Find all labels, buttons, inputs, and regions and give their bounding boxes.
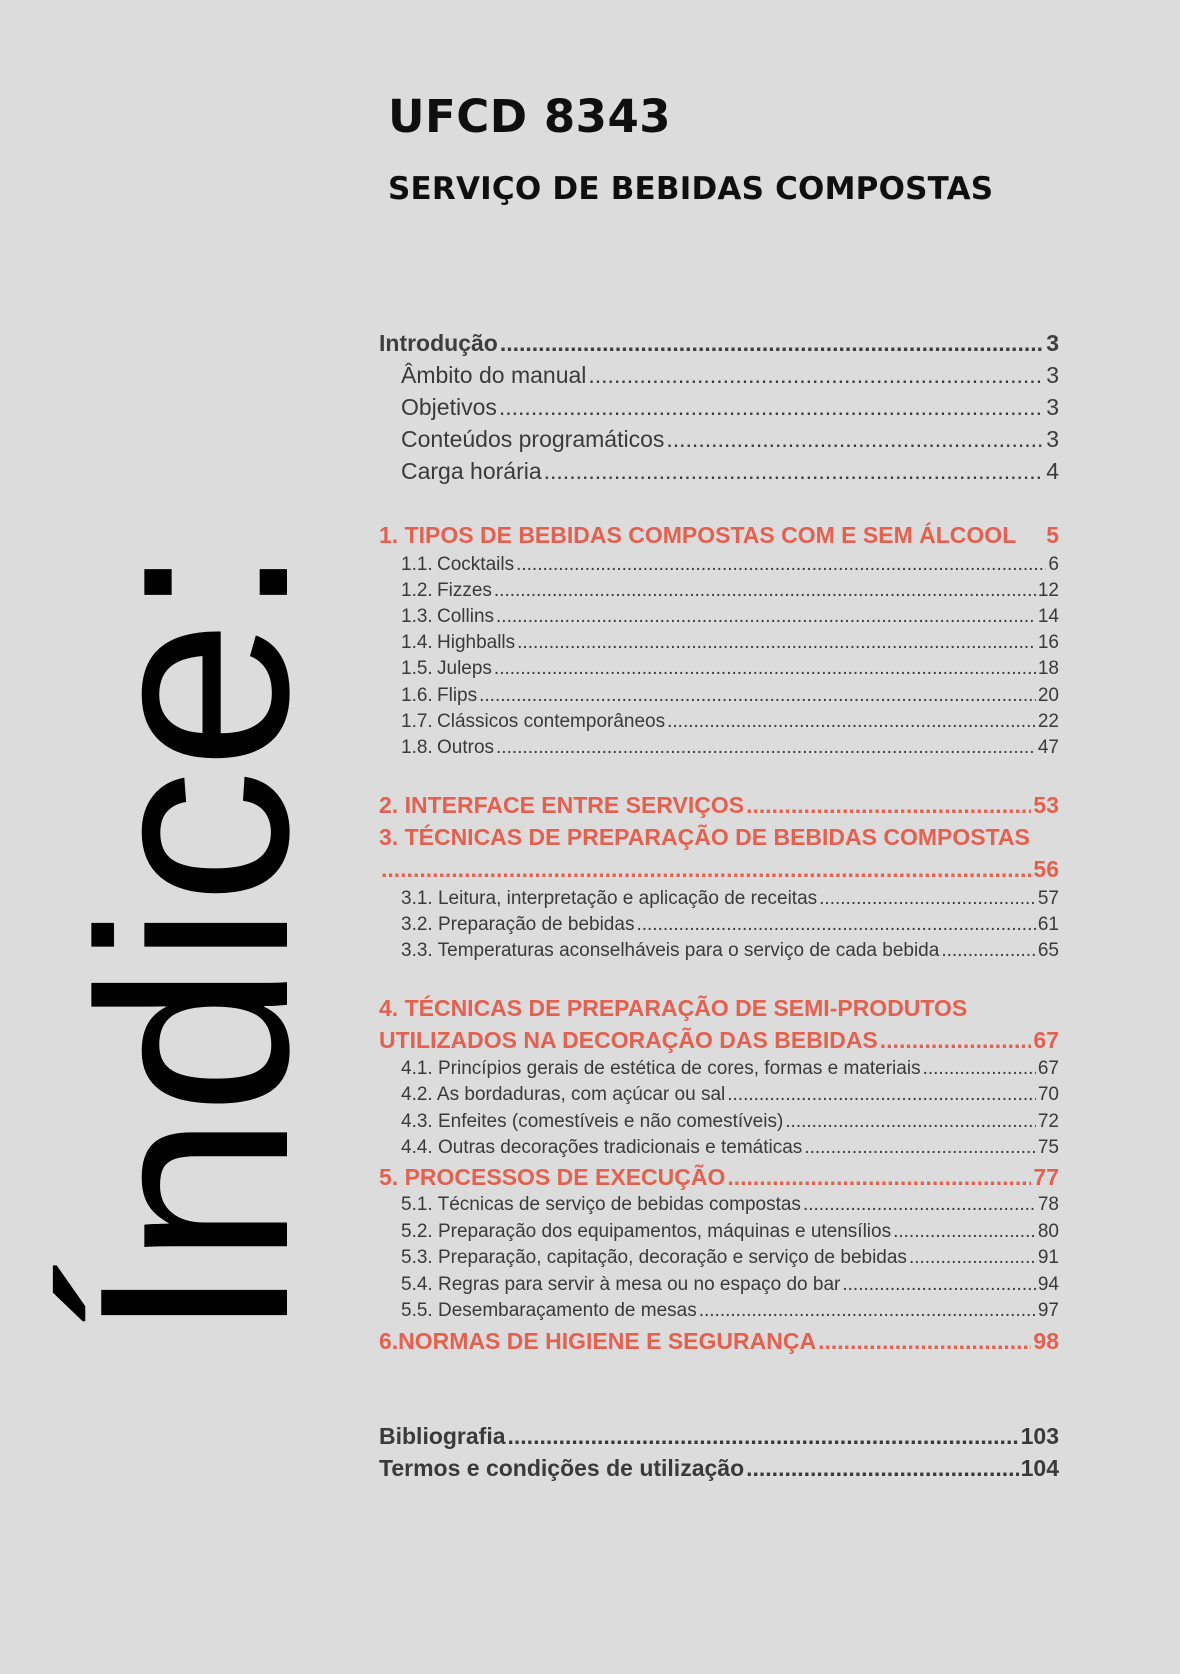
leader-dots [636,914,1035,936]
leader-dots [499,394,1044,421]
toc-label: 2. INTERFACE ENTRE SERVIÇOS [379,792,745,818]
toc-page: 22 [1037,711,1059,732]
toc-number: 1.1. [401,554,433,575]
toc-number: 1.7. [401,711,433,732]
toc-page: 65 [1037,940,1059,961]
leader-dots [818,1328,1031,1355]
toc-chapter-1[interactable] [379,522,1059,549]
toc-label: 4.2. As bordaduras, com açúcar ou sal [401,1084,726,1105]
toc-page: 75 [1037,1137,1059,1158]
leader-dots [588,362,1044,389]
toc-title: Juleps [437,658,492,679]
toc-entry[interactable] [401,1137,1059,1159]
toc-label: 4.4. Outras decorações tradicionais e temáticas [401,1137,803,1158]
toc-label: 5. PROCESSOS DE EXECUÇÃO [379,1164,726,1190]
toc-page: 20 [1037,685,1059,706]
leader-dots [804,1137,1036,1159]
leader-dots [544,458,1045,485]
leader-dots [508,1423,1019,1450]
course-title: SERVIÇO DE BEBIDAS COMPOSTAS [388,171,994,207]
leader-dots [699,1300,1036,1322]
toc-page: 77 [1033,1164,1059,1190]
toc-page: 18 [1037,658,1059,679]
toc-label: 5.1. Técnicas de serviço de bebidas compostas [401,1194,801,1215]
toc-number: 1.5. [401,658,433,679]
toc-label [401,658,492,680]
toc-label: 5.5. Desembaraçamento de mesas [401,1300,697,1321]
leader-dots [893,1221,1036,1243]
toc-entry-intro[interactable] [379,330,1059,357]
toc-number: 1.8. [401,737,433,758]
toc-page: 3 [1046,362,1059,388]
toc-entry[interactable] [401,606,1059,628]
leader-dots [479,685,1036,707]
toc-page: 57 [1037,888,1059,909]
toc-label [401,606,494,628]
toc-page: 94 [1037,1274,1059,1295]
toc-entry[interactable] [401,1058,1059,1080]
toc-number: 1.3. [401,606,433,627]
toc-label [401,632,515,654]
toc-page: 4 [1046,458,1059,484]
toc-title: Flips [437,685,478,706]
toc-title: Highballs [437,632,516,653]
toc-entry[interactable] [401,888,1059,910]
leader-dots [496,737,1036,759]
toc-entry[interactable] [401,711,1059,733]
toc-entry[interactable] [401,658,1059,680]
toc-page: 80 [1037,1221,1059,1242]
toc-chapter-6[interactable] [379,1328,1059,1355]
toc-entry[interactable] [401,685,1059,707]
leader-dots [727,1164,1031,1191]
document-header [388,90,993,207]
toc-number: 1.4. [401,632,433,653]
toc-entry-terms[interactable] [379,1455,1059,1482]
toc-label: Carga horária [401,458,542,484]
toc-page: 47 [1037,737,1059,758]
toc-page: 14 [1037,606,1059,627]
toc-entry[interactable] [401,458,1059,485]
toc-chapter-5[interactable] [379,1164,1059,1191]
toc-entry-bibliography[interactable] [379,1423,1059,1450]
toc-title: Collins [437,606,495,627]
toc-label: Conteúdos programáticos [401,426,665,452]
toc-entry[interactable] [401,394,1059,421]
toc-entry[interactable] [401,1221,1059,1243]
toc-entry[interactable] [401,632,1059,654]
toc-entry[interactable] [401,362,1059,389]
toc-title: Cocktails [437,554,515,575]
leader-dots [494,580,1036,602]
leader-dots [667,711,1036,733]
toc-label: 4. TÉCNICAS DE PREPARAÇÃO DE SEMI-PRODUTOS [379,995,968,1021]
toc-page: 67 [1037,1058,1059,1079]
toc-page: 72 [1037,1111,1059,1132]
toc-page: 61 [1037,914,1059,935]
toc-page: 98 [1033,1328,1059,1354]
leader-dots [666,426,1044,453]
toc-page: 3 [1046,330,1059,356]
toc-entry[interactable] [401,914,1059,936]
toc-label: Âmbito do manual [401,362,587,388]
toc-title: Outros [437,737,495,758]
toc-page: 67 [1033,1027,1059,1053]
toc-page: 78 [1037,1194,1059,1215]
toc-label [401,580,492,602]
leader-dots [941,940,1036,962]
toc-page: 3 [1046,426,1059,452]
toc-page: 16 [1037,632,1059,653]
leader-dots [746,1455,1019,1482]
toc-page: 70 [1037,1084,1059,1105]
toc-label [401,737,494,759]
leader-dots [517,632,1036,654]
toc-label: 5.4. Regras para servir à mesa ou no espaço do bar [401,1274,841,1295]
toc-page: 3 [1046,394,1059,420]
toc-page: 103 [1020,1423,1059,1449]
toc-page: 53 [1033,792,1059,818]
toc-chapter-3[interactable] [379,824,1030,851]
leader-dots [381,856,1031,883]
toc-label: 4.1. Princípios gerais de estética de cores, formas e materiais [401,1058,921,1079]
toc-title: Clássicos contemporâneos [437,711,666,732]
leader-dots [496,606,1036,628]
leader-dots [880,1027,1032,1054]
toc-entry[interactable] [401,1084,1059,1106]
leader-dots [727,1084,1036,1106]
leader-dots [923,1058,1036,1080]
toc-title: Fizzes [437,580,492,601]
toc-page: 91 [1037,1247,1059,1268]
toc-label: 3.1. Leitura, interpretação e aplicação de receitas [401,888,818,909]
toc-page: 104 [1020,1455,1059,1481]
toc-page: 6 [1048,554,1059,575]
toc-page: 97 [1037,1300,1059,1321]
toc-entry[interactable] [401,1194,1059,1216]
toc-chapter-4[interactable] [379,995,967,1022]
toc-entry[interactable] [401,1300,1059,1322]
toc-entry[interactable] [401,737,1059,759]
leader-dots [785,1111,1036,1133]
leader-dots [803,1194,1036,1216]
course-code: UFCD 8343 [388,90,672,143]
toc-label: Bibliografia [379,1423,506,1449]
toc-label: 5.2. Preparação dos equipamentos, máquinas e utensílios [401,1221,892,1242]
toc-entry[interactable] [401,1247,1059,1269]
toc-label: 6.NORMAS DE HIGIENE E SEGURANÇA [379,1328,817,1354]
toc-label [401,711,665,733]
leader-dots [746,792,1031,819]
toc-label: Objetivos [401,394,497,420]
toc-label: 5.3. Preparação, capitação, decoração e serviço de bebidas [401,1247,907,1268]
toc-label [401,554,514,576]
leader-dots [842,1274,1036,1296]
toc-entry[interactable] [401,580,1059,602]
leader-dots [516,554,1046,576]
toc-chapter-3-page[interactable] [379,856,1059,883]
toc-chapter-2[interactable] [379,792,1059,819]
leader-dots [494,658,1036,680]
toc-label [401,685,477,707]
leader-dots [909,1247,1036,1269]
leader-dots [500,330,1044,357]
toc-chapter-4-page[interactable] [379,1027,1059,1054]
toc-entry[interactable] [401,554,1059,576]
toc-page: 56 [1033,856,1059,882]
toc-entry[interactable] [401,426,1059,453]
toc-entry[interactable] [401,1111,1059,1133]
toc-label: Termos e condições de utilização [379,1455,745,1481]
toc-entry[interactable] [401,940,1059,962]
toc-number: 1.2. [401,580,433,601]
index-heading: Índice: [44,544,345,1340]
toc-label: 3. TÉCNICAS DE PREPARAÇÃO DE BEBIDAS COMPOSTAS [379,824,1030,850]
toc-number: 1.6. [401,685,433,706]
toc-label: 1. TIPOS DE BEBIDAS COMPOSTAS COM E SEM ÁLCOOL [379,522,1017,548]
toc-label: 3.2. Preparação de bebidas [401,914,635,935]
toc-label: UTILIZADOS NA DECORAÇÃO DAS BEBIDAS [379,1027,878,1053]
toc-entry[interactable] [401,1274,1059,1296]
toc-label: Introdução [379,330,498,356]
toc-page: 5 [1046,522,1059,548]
leader-dots [819,888,1036,910]
toc-page: 12 [1037,580,1059,601]
toc-label: 4.3. Enfeites (comestíveis e não comestíveis) [401,1111,784,1132]
toc-label: 3.3. Temperaturas aconselháveis para o serviço de cada bebida [401,940,940,961]
